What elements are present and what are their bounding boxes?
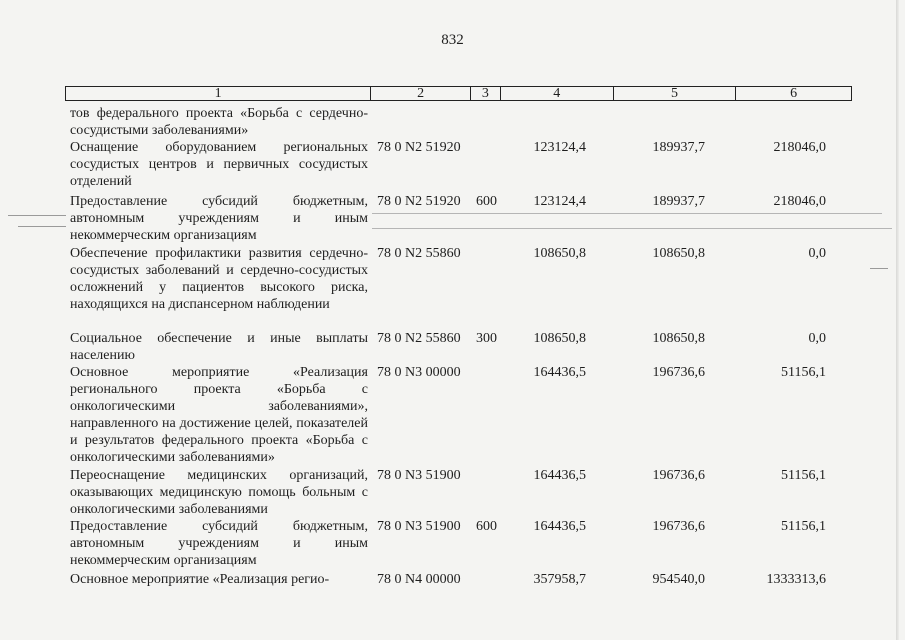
row-value-col6: 51156,1 bbox=[781, 365, 826, 380]
row-value-col4: 164436,5 bbox=[533, 519, 586, 534]
row-value-col6: 218046,0 bbox=[773, 140, 826, 155]
scan-artifact bbox=[18, 226, 66, 227]
column-header: 4 bbox=[501, 87, 614, 100]
row-value-col4: 123124,4 bbox=[533, 194, 586, 209]
column-header: 5 bbox=[614, 87, 737, 100]
row-value-col5: 108650,8 bbox=[652, 331, 705, 346]
row-expense-type: 600 bbox=[476, 194, 497, 209]
page-number: 832 bbox=[441, 32, 464, 48]
row-name: Основное мероприятие «Реализация регионального проекта «Борьба с онкологическими заболеваниями», направленного на достижение целей, показателей и результатов федерального проекта «Борьба с онкологическими заболеваниями» bbox=[70, 365, 368, 465]
page-edge bbox=[896, 0, 899, 640]
row-name: тов федерального проекта «Борьба с сердечно-сосудистыми заболеваниями» bbox=[70, 106, 368, 138]
scan-artifact bbox=[8, 215, 66, 216]
row-name: Обеспечение профилактики развития сердечно-сосудистых заболеваний и сердечно-сосудистых осложнений у пациентов высокого риска, находящихся на диспансерном наблюдении bbox=[70, 246, 368, 312]
row-value-col4: 123124,4 bbox=[533, 140, 586, 155]
row-value-col4: 357958,7 bbox=[533, 572, 586, 587]
row-name: Предоставление субсидий бюджетным, автономным учреждениям и иным некоммерческим организациям bbox=[70, 194, 368, 243]
row-code: 78 0 N4 00000 bbox=[377, 572, 461, 587]
row-value-col4: 108650,8 bbox=[533, 246, 586, 261]
row-value-col6: 51156,1 bbox=[781, 468, 826, 483]
row-value-col6: 1333313,6 bbox=[766, 572, 826, 587]
row-value-col5: 954540,0 bbox=[652, 572, 705, 587]
row-value-col6: 0,0 bbox=[808, 331, 826, 346]
row-value-col5: 196736,6 bbox=[652, 365, 705, 380]
row-value-col4: 164436,5 bbox=[533, 468, 586, 483]
column-header: 6 bbox=[790, 86, 798, 101]
row-value-col4: 108650,8 bbox=[533, 331, 586, 346]
table-header-row bbox=[65, 86, 852, 101]
row-value-col5: 189937,7 bbox=[652, 140, 705, 155]
row-value-col5: 108650,8 bbox=[652, 246, 705, 261]
row-name: Основное мероприятие «Реализация регио- bbox=[70, 572, 330, 587]
row-value-col5: 196736,6 bbox=[652, 519, 705, 534]
row-code: 78 0 N3 00000 bbox=[377, 365, 461, 380]
row-expense-type: 600 bbox=[476, 519, 497, 534]
row-value-col6: 51156,1 bbox=[781, 519, 826, 534]
row-value-col4: 164436,5 bbox=[533, 365, 586, 380]
row-name: Предоставление субсидий бюджетным, автономным учреждениям и иным некоммерческим организациям bbox=[70, 519, 368, 568]
row-name: Оснащение оборудованием региональных сосудистых центров и первичных сосудистых отделений bbox=[70, 140, 368, 189]
row-code: 78 0 N2 55860 bbox=[377, 246, 461, 261]
column-header: 3 bbox=[471, 87, 501, 100]
row-code: 78 0 N2 51920 bbox=[377, 194, 461, 209]
column-header: 2 bbox=[371, 87, 471, 100]
row-value-col6: 218046,0 bbox=[773, 194, 826, 209]
row-name: Социальное обеспечение и иные выплаты населению bbox=[70, 331, 368, 363]
row-code: 78 0 N2 55860 bbox=[377, 331, 461, 346]
row-code: 78 0 N3 51900 bbox=[377, 468, 461, 483]
row-code: 78 0 N3 51900 bbox=[377, 519, 461, 534]
scan-artifact bbox=[870, 268, 888, 269]
row-value-col5: 189937,7 bbox=[652, 194, 705, 209]
column-header: 1 bbox=[66, 87, 371, 100]
row-value-col6: 0,0 bbox=[808, 246, 826, 261]
row-value-col5: 196736,6 bbox=[652, 468, 705, 483]
scan-artifact bbox=[372, 213, 882, 214]
row-name: Переоснащение медицинских организаций, оказывающих медицинскую помощь больным с онкологическими заболеваниями bbox=[70, 468, 368, 517]
scan-artifact bbox=[372, 228, 892, 229]
row-code: 78 0 N2 51920 bbox=[377, 140, 461, 155]
row-expense-type: 300 bbox=[476, 331, 497, 346]
